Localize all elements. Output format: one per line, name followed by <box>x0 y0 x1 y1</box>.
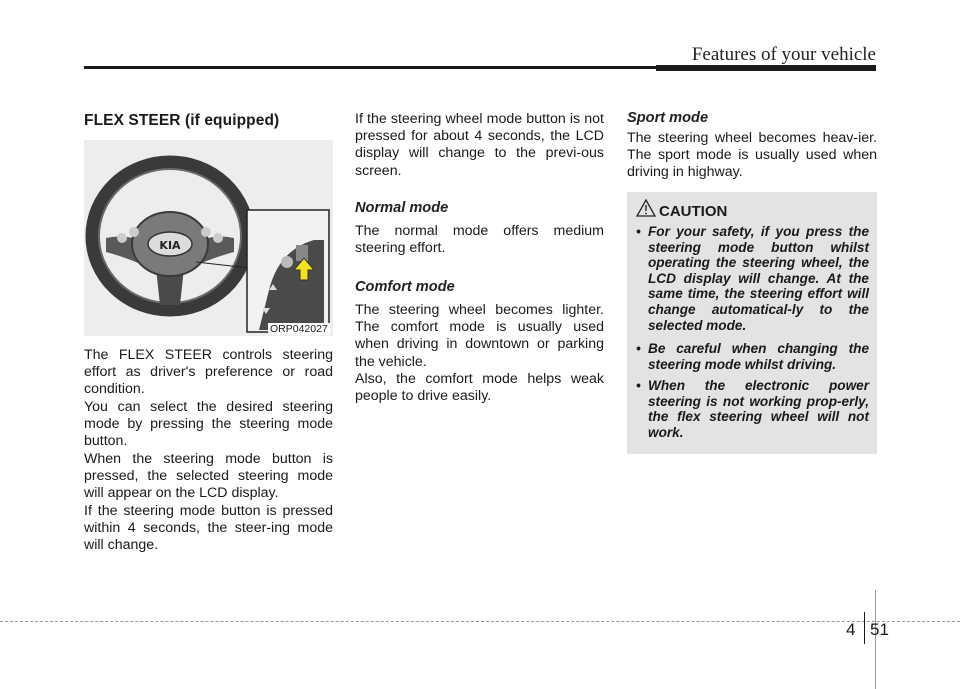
figure-caption: ORP042027 <box>270 323 328 335</box>
caution-item <box>636 341 869 372</box>
chapter-number: 4 <box>846 620 856 639</box>
paragraph: You can select the desired steering mode by pressing the steering mode button. <box>84 399 333 450</box>
bullet: • <box>636 224 641 239</box>
section-title: Features of your vehicle <box>691 44 876 65</box>
bullet: • <box>636 378 641 393</box>
caution-item-text: For your safety, if you press the steering mode button whilst operating the steering wheel, the LCD display will change. At the same time, the steering effort will change automatical-ly to the selected mode. <box>648 224 869 333</box>
paragraph: When the steering mode button is pressed, the selected steering mode will appear on the LCD display. <box>84 451 333 502</box>
paragraph: The steering wheel becomes heav-ier. The sport mode is usually used when driving in highway. <box>627 130 877 181</box>
footer-rule <box>0 621 960 622</box>
paragraph: The normal mode offers medium steering effort. <box>355 223 604 257</box>
bullet: • <box>636 341 641 356</box>
paragraph: Also, the comfort mode helps weak people to drive easily. <box>355 371 604 405</box>
subheading-sport-mode: Sport mode <box>627 110 709 126</box>
caution-title: CAUTION <box>659 203 728 220</box>
caution-item-text: Be careful when changing the steering mode whilst driving. <box>648 341 869 372</box>
paragraph: If the steering wheel mode button is not pressed for about 4 seconds, the LCD display will change to the previ-ous screen. <box>355 111 604 179</box>
page-number: 51 <box>870 620 889 639</box>
paragraph: The FLEX STEER controls steering effort as driver's preference or road condition. <box>84 347 333 398</box>
subheading-comfort-mode: Comfort mode <box>355 279 455 295</box>
steering-wheel-figure <box>84 140 333 336</box>
paragraph: The steering wheel becomes lighter. The comfort mode is usually used when driving in downtown or parking the vehicle. <box>355 302 604 370</box>
warning-triangle-icon <box>636 199 656 217</box>
page-heading: FLEX STEER (if equipped) <box>84 112 280 129</box>
caution-item <box>636 224 869 333</box>
subheading-normal-mode: Normal mode <box>355 200 449 216</box>
caution-item <box>636 378 869 440</box>
page-number-divider <box>864 612 865 644</box>
steering-wheel-illustration <box>84 140 333 336</box>
header-rule-accent <box>656 65 876 71</box>
caution-item-text: When the electronic power steering is not working prop-erly, the flex steering wheel will not work. <box>648 378 869 440</box>
kia-logo-text: KIA <box>159 239 181 252</box>
paragraph: If the steering mode button is pressed within 4 seconds, the steer-ing mode will change. <box>84 503 333 554</box>
